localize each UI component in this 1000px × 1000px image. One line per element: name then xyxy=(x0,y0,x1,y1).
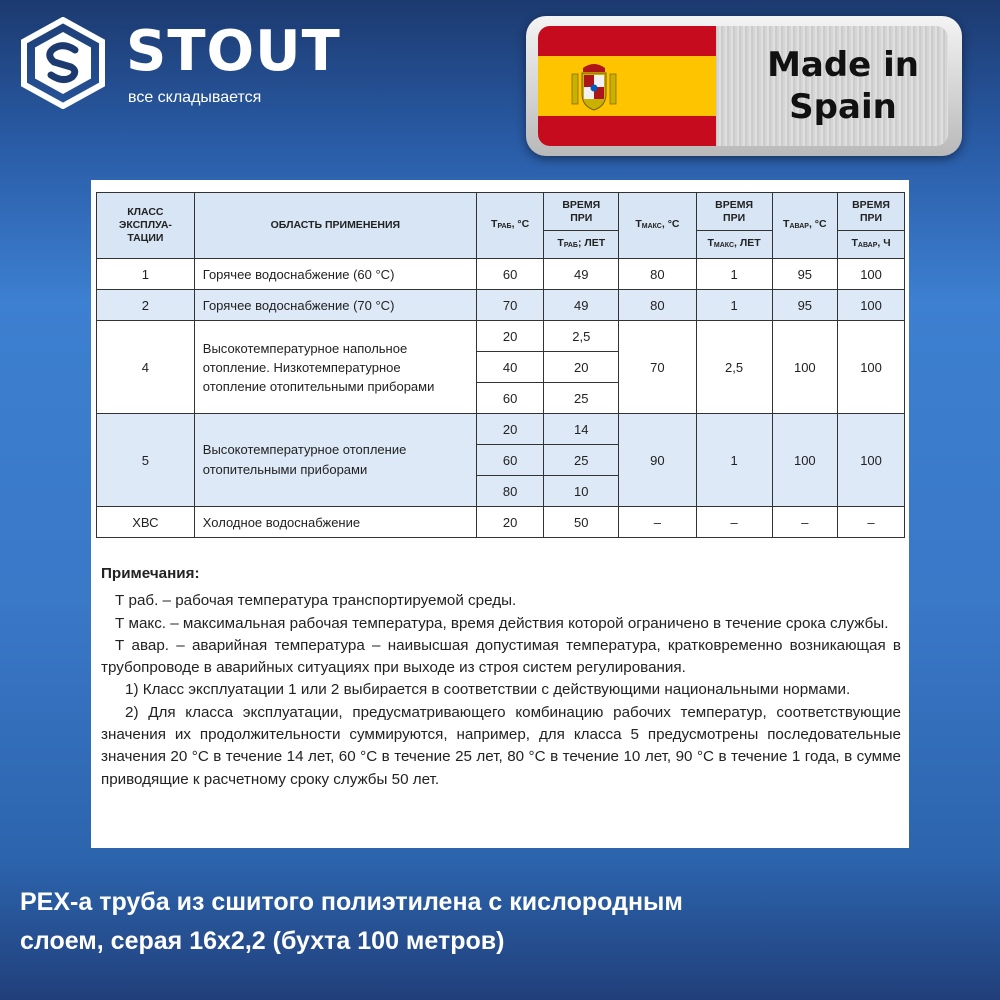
header-tavar-ch: TАВАР, Ч xyxy=(838,231,905,259)
table-row xyxy=(97,259,905,290)
operating-class-table xyxy=(96,192,905,538)
cell-let: 49 xyxy=(544,259,619,290)
cell-trab: 70 xyxy=(476,290,543,321)
cell-trab: 20 xyxy=(476,321,543,352)
cell-let: 20 xyxy=(544,352,619,383)
header-tmaks-let: TМАКС, ЛЕТ xyxy=(696,231,772,259)
header-klass: КЛАСС ЭКСПЛУА-ТАЦИИ xyxy=(97,193,195,259)
cell-let: 14 xyxy=(544,414,619,445)
table-row xyxy=(97,414,905,445)
notes-section xyxy=(101,563,901,791)
header-tavar: TАВАР, °C xyxy=(772,193,838,259)
note-tmaks: Т макс. – максимальная рабочая температура, время действия которой ограничено в течение срока службы. xyxy=(115,614,889,632)
cell-tavar: – xyxy=(772,507,838,538)
cell-trab: 60 xyxy=(476,259,543,290)
cell-let: 50 xyxy=(544,507,619,538)
brand-name: STOUT xyxy=(126,19,341,84)
made-in-text: Made in Spain xyxy=(767,45,919,127)
table-row xyxy=(97,321,905,352)
cell-trab: 60 xyxy=(476,445,543,476)
content-panel xyxy=(91,180,909,848)
brand-tagline: все складывается xyxy=(128,89,262,106)
cell-let: 10 xyxy=(544,476,619,507)
note-2: 2) Для класса эксплуатации, предусматривающего комбинацию рабочих температур, соответствующие значения их продолжительности суммируются, например, для класса 5 предусмотрены последовательные значения 20 °C в течение 14 лет, 60 °C в течение 25 лет, 80 °C в течение 10 лет, 90 °C в течение 1 года, в сумме приводящие к расчетному сроку службы 50 лет. xyxy=(101,703,901,788)
cell-ch: – xyxy=(838,507,905,538)
notes-title: Примечания: xyxy=(101,565,200,582)
cell-ch: 100 xyxy=(838,321,905,414)
cell-tmaks-let: – xyxy=(696,507,772,538)
cell-oblast: Высокотемпературное отопление отопительными приборами xyxy=(194,414,476,507)
cell-klass: 5 xyxy=(97,414,195,507)
note-tavar: Т авар. – аварийная температура – наивысшая допустимая температура, кратковременно возникающая в трубопроводе в аварийных ситуациях при выходе из строя систем регулирования. xyxy=(101,636,901,677)
cell-oblast: Горячее водоснабжение (60 °C) xyxy=(194,259,476,290)
cell-tmaks: 70 xyxy=(619,321,696,414)
note-1: 1) Класс эксплуатации 1 или 2 выбирается в соответствии с действующими национальными нормами. xyxy=(125,681,851,699)
cell-klass: 1 xyxy=(97,259,195,290)
cell-tmaks-let: 1 xyxy=(696,414,772,507)
spain-flag-icon xyxy=(538,26,716,146)
cell-tmaks-let: 1 xyxy=(696,290,772,321)
cell-tmaks-let: 1 xyxy=(696,259,772,290)
cell-tmaks-let: 2,5 xyxy=(696,321,772,414)
header-vremya-tmaks: ВРЕМЯ ПРИ xyxy=(696,193,772,231)
cell-tavar: 100 xyxy=(772,414,838,507)
cell-oblast: Холодное водоснабжение xyxy=(194,507,476,538)
cell-oblast: Высокотемпературное напольное отопление. Низкотемпературное отопление отопительными приборами xyxy=(194,321,476,414)
cell-tmaks: – xyxy=(619,507,696,538)
cell-tmaks: 90 xyxy=(619,414,696,507)
cell-trab: 40 xyxy=(476,352,543,383)
cell-trab: 60 xyxy=(476,383,543,414)
header-oblast: ОБЛАСТЬ ПРИМЕНЕНИЯ xyxy=(194,193,476,259)
caption-line-1: PEX-a труба из сшитого полиэтилена с кислородным xyxy=(20,888,683,916)
note-trab: Т раб. – рабочая температура транспортируемой среды. xyxy=(115,592,517,610)
cell-ch: 100 xyxy=(838,414,905,507)
cell-ch: 100 xyxy=(838,259,905,290)
header-vremya-tavar: ВРЕМЯ ПРИ xyxy=(838,193,905,231)
cell-oblast: Горячее водоснабжение (70 °C) xyxy=(194,290,476,321)
header xyxy=(0,0,1000,165)
table-row xyxy=(97,507,905,538)
cell-let: 25 xyxy=(544,383,619,414)
cell-let: 2,5 xyxy=(544,321,619,352)
header-vremya-trab: ВРЕМЯ ПРИ xyxy=(544,193,619,231)
cell-trab: 80 xyxy=(476,476,543,507)
cell-tmaks: 80 xyxy=(619,290,696,321)
caption-line-2: слоем, серая 16x2,2 (бухта 100 метров) xyxy=(20,927,505,955)
cell-tavar: 95 xyxy=(772,259,838,290)
cell-tavar: 95 xyxy=(772,290,838,321)
cell-trab: 20 xyxy=(476,414,543,445)
header-trab-let: TРАБ; ЛЕТ xyxy=(544,231,619,259)
cell-let: 49 xyxy=(544,290,619,321)
coat-of-arms-icon xyxy=(568,60,620,114)
made-in-badge xyxy=(526,16,962,156)
cell-klass: 4 xyxy=(97,321,195,414)
product-caption xyxy=(0,880,1000,1000)
cell-ch: 100 xyxy=(838,290,905,321)
cell-tmaks: 80 xyxy=(619,259,696,290)
cell-klass: 2 xyxy=(97,290,195,321)
cell-klass: ХВС xyxy=(97,507,195,538)
table-row xyxy=(97,290,905,321)
header-trab: TРАБ, °C xyxy=(476,193,543,259)
header-tmaks: TМАКС, °C xyxy=(619,193,696,259)
cell-let: 25 xyxy=(544,445,619,476)
stout-logo-icon xyxy=(20,17,106,109)
table-header-row xyxy=(97,193,905,231)
cell-trab: 20 xyxy=(476,507,543,538)
cell-tavar: 100 xyxy=(772,321,838,414)
